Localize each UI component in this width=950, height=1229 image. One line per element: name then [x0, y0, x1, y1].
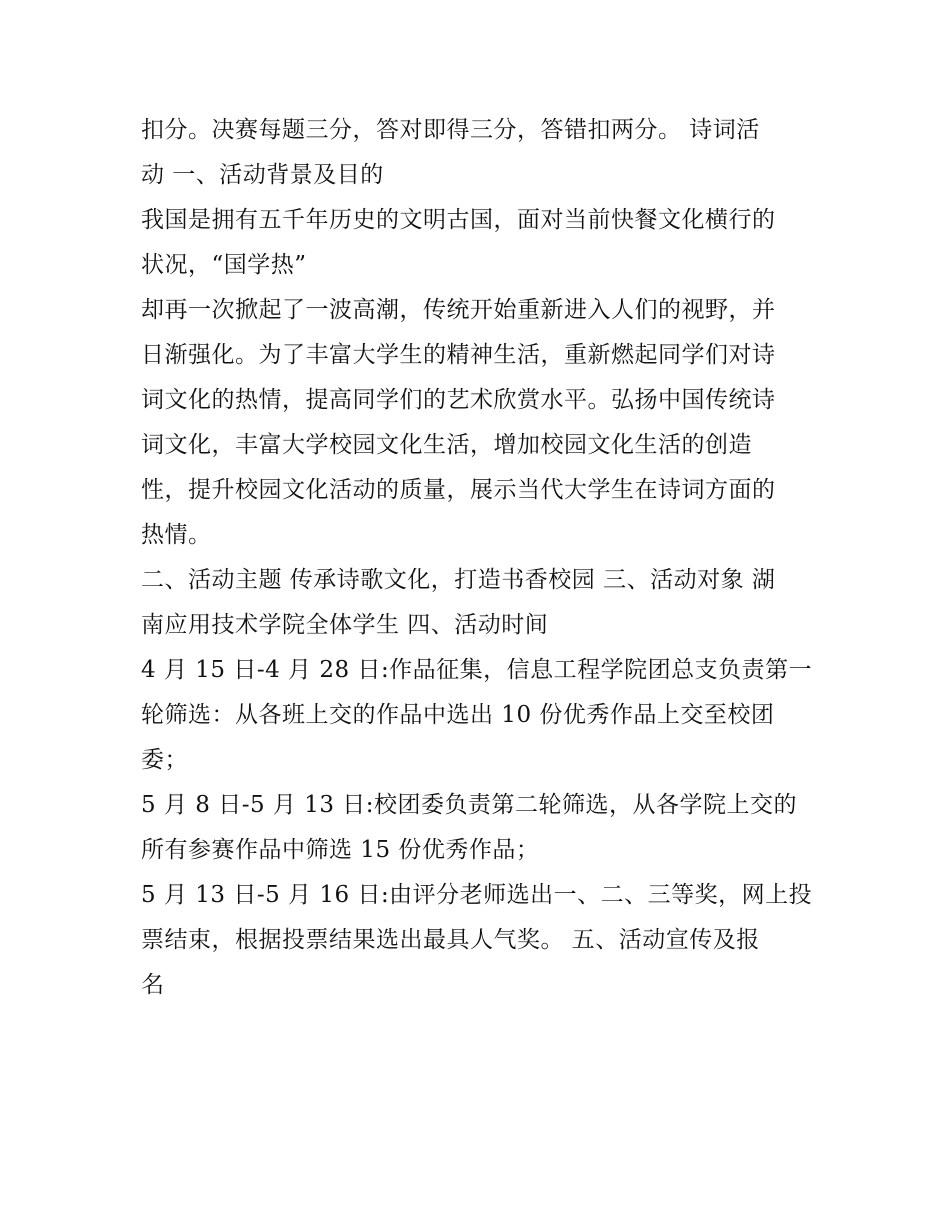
text-line: 状况，“国学热”: [141, 252, 307, 278]
text-line: 动 一、活动背景及目的: [141, 162, 384, 188]
text-line: 词文化的热情，提高同学们的艺术欣赏水平。弘扬中国传统诗: [141, 387, 776, 413]
text-line: 扣分。决赛每题三分，答对即得三分，答错扣两分。 诗词活: [141, 117, 760, 143]
text-line: 轮筛选：从各班上交的作品中选出 10 份优秀作品上交至校团: [141, 702, 775, 728]
text-line: 南应用技术学院全体学生 四、活动时间: [141, 612, 549, 638]
text-line: 二、活动主题 传承诗歌文化，打造书香校园 三、活动对象 湖: [141, 567, 776, 593]
text-line: 5 月 8 日-5 月 13 日:校团委负责第二轮筛选，从各学院上交的: [141, 792, 798, 818]
text-line: 却再一次掀起了一波高潮，传统开始重新进入人们的视野，并: [141, 297, 776, 323]
text-line: 词文化，丰富大学校园文化生活，增加校园文化生活的创造: [141, 432, 752, 458]
text-line: 性，提升校园文化活动的质量，展示当代大学生在诗词方面的: [141, 477, 776, 503]
text-line: 我国是拥有五千年历史的文明古国，面对当前快餐文化横行的: [141, 207, 776, 233]
text-line: 5 月 13 日-5 月 16 日:由评分老师选出一、二、三等奖，网上投: [141, 882, 813, 908]
text-line: 名: [141, 972, 165, 998]
document-body: [141, 108, 821, 1008]
text-line: 所有参赛作品中筛选 15 份优秀作品；: [141, 837, 540, 863]
text-line: 委；: [141, 747, 188, 773]
text-line: 4 月 15 日-4 月 28 日:作品征集，信息工程学院团总支负责第一: [141, 657, 813, 683]
text-line: 票结束，根据投票结果选出最具人气奖。 五、活动宣传及报: [141, 927, 760, 953]
text-line: 热情。: [141, 522, 212, 548]
text-line: 日渐强化。为了丰富大学生的精神生活，重新燃起同学们对诗: [141, 342, 776, 368]
